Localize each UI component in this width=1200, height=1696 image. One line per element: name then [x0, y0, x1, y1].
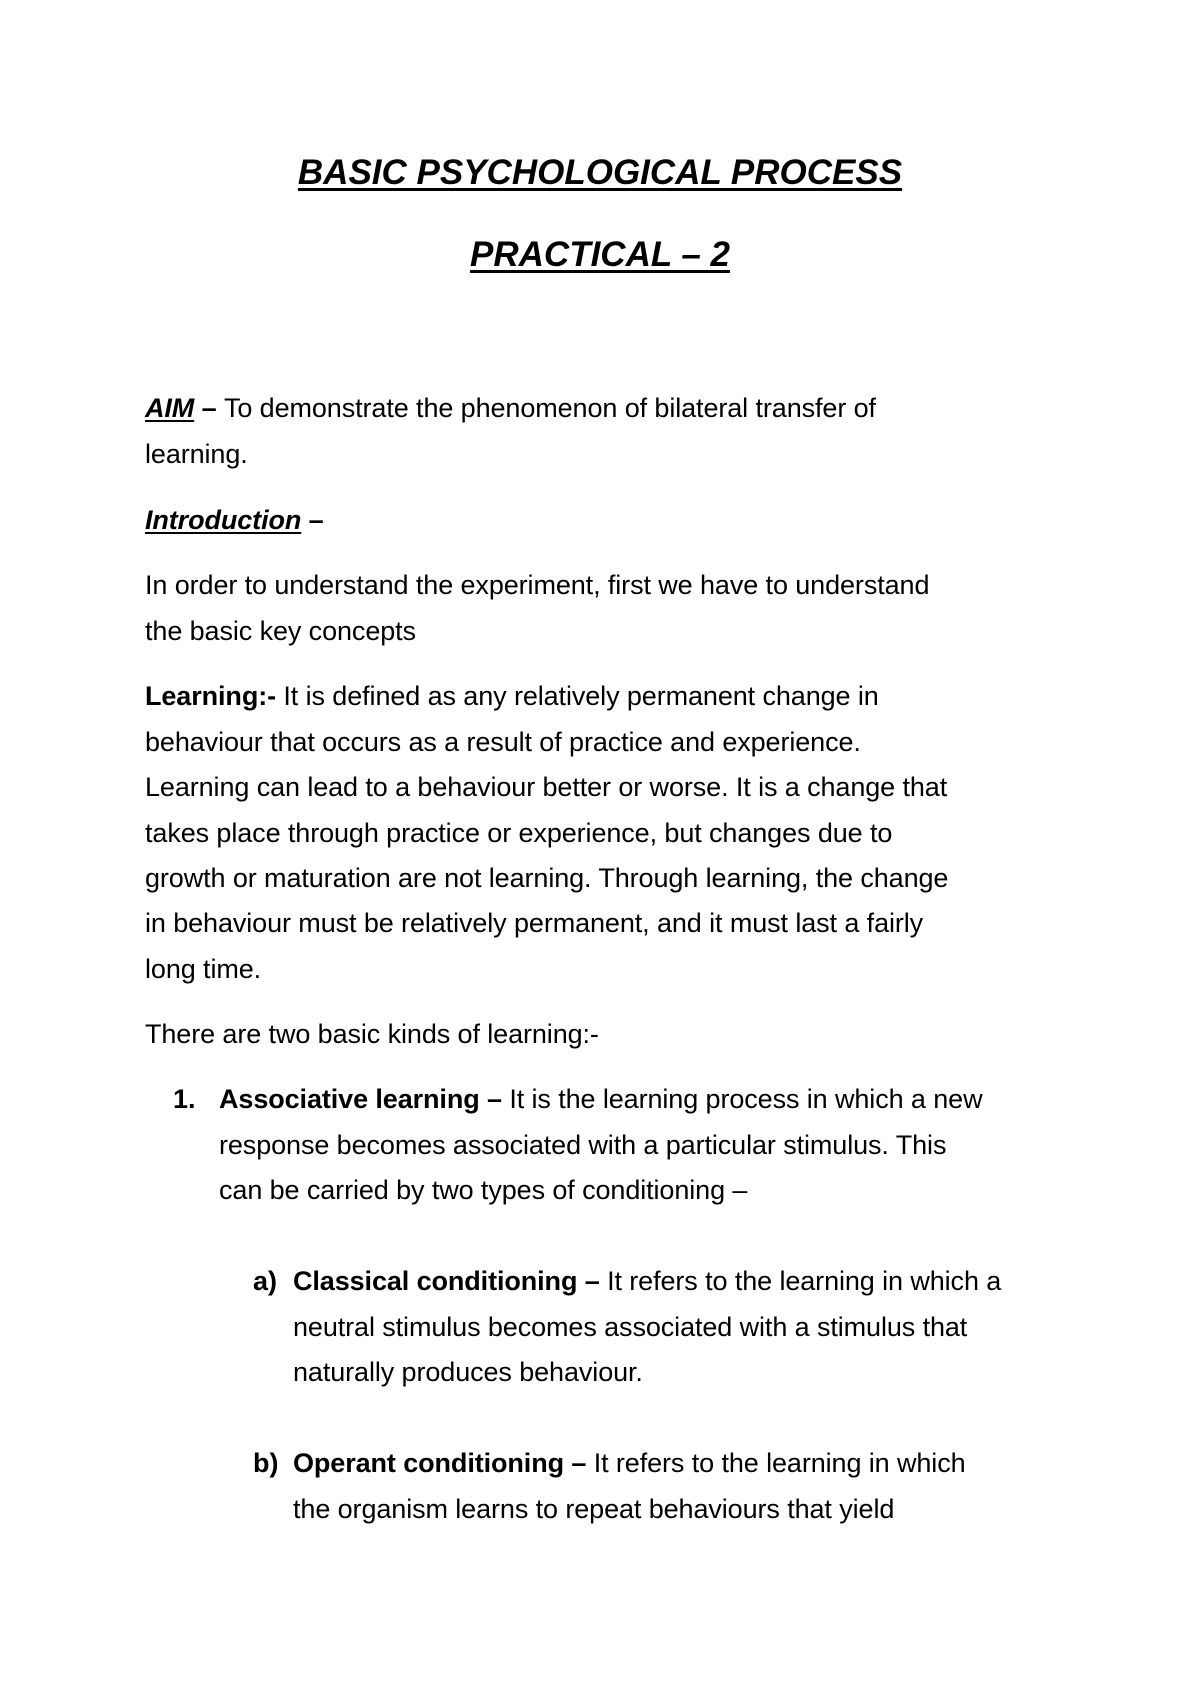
- aim-line-1: AIM – To demonstrate the phenomenon of bilateral transfer of: [145, 393, 876, 423]
- aim-line-2: learning.: [145, 439, 248, 469]
- document-title: BASIC PSYCHOLOGICAL PROCESS: [297, 153, 903, 192]
- classical-line-2: neutral stimulus becomes associated with a stimulus that: [293, 1312, 968, 1342]
- document-subtitle: PRACTICAL – 2: [470, 235, 730, 274]
- associative-line-2: response becomes associated with a particular stimulus. This: [219, 1130, 947, 1160]
- associative-line-3: can be carried by two types of conditioning –: [219, 1175, 748, 1205]
- intro-paragraph-line-1: In order to understand the experiment, first we have to understand: [145, 570, 930, 600]
- learning-line-1: Learning:- It is defined as any relatively permanent change in: [145, 681, 879, 711]
- learning-line-5: growth or maturation are not learning. Through learning, the change: [145, 863, 949, 893]
- operant-line-1: Operant conditioning – It refers to the learning in which: [293, 1448, 966, 1478]
- introduction-heading: Introduction –: [145, 505, 324, 535]
- classical-line-3: naturally produces behaviour.: [293, 1357, 643, 1387]
- learning-line-6: in behaviour must be relatively permanent, and it must last a fairly: [145, 908, 924, 938]
- intro-paragraph-line-2: the basic key concepts: [145, 616, 416, 646]
- introduction-label: Introduction: [145, 505, 302, 535]
- aim-label: AIM: [145, 393, 195, 423]
- operant-label: Operant conditioning –: [293, 1448, 587, 1478]
- kinds-intro: There are two basic kinds of learning:-: [145, 1019, 599, 1049]
- learning-line-3: Learning can lead to a behaviour better or worse. It is a change that: [145, 772, 948, 802]
- classical-label: Classical conditioning –: [293, 1266, 600, 1296]
- learning-line-2: behaviour that occurs as a result of practice and experience.: [145, 727, 861, 757]
- learning-line-4: takes place through practice or experience, but changes due to: [145, 818, 893, 848]
- list-marker-a: a): [253, 1266, 278, 1296]
- list-marker-b: b): [253, 1448, 279, 1478]
- list-number-1: 1.: [173, 1084, 196, 1114]
- associative-line-1: Associative learning – It is the learning process in which a new: [219, 1084, 983, 1114]
- operant-line-2: the organism learns to repeat behaviours that yield: [293, 1494, 895, 1524]
- classical-line-1: Classical conditioning – It refers to the learning in which a: [293, 1266, 1002, 1296]
- learning-line-7: long time.: [145, 954, 262, 984]
- learning-label: Learning:-: [145, 681, 276, 711]
- associative-label: Associative learning –: [219, 1084, 502, 1114]
